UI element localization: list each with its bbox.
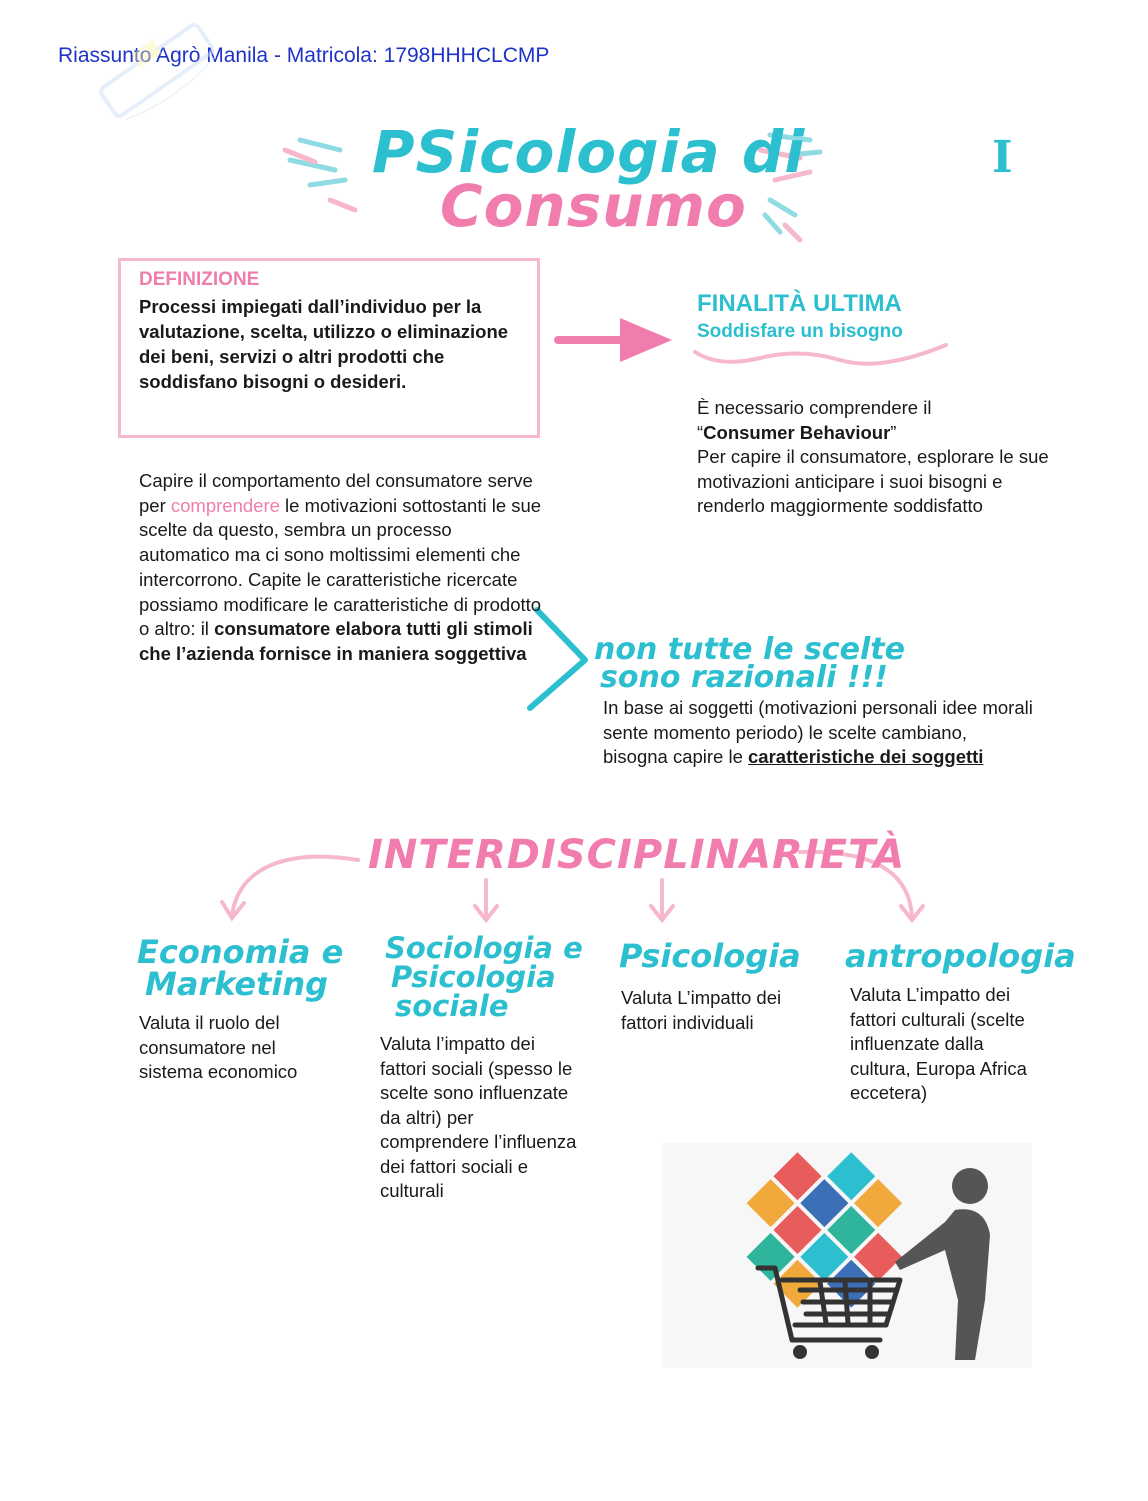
discipline-text-psicologia: Valuta L’impatto dei fattori individuali <box>621 987 782 1033</box>
discipline-title-line: Economia e <box>137 933 344 971</box>
discipline-title-line: Psicologia <box>391 960 556 994</box>
document-header: Riassunto Agrò Manila - Matricola: 1798HHHCLCMP <box>58 44 550 67</box>
scelte-underlined: caratteristiche dei soggetti <box>748 746 984 767</box>
discipline-title-line: sociale <box>395 989 509 1023</box>
comportamento-text-2: le motivazioni sottostanti le sue scelte da questo, sembra un processo automatico ma ci sono moltissimi elementi che intercorrono. Capite le caratteristiche ricercate possiamo modificare le caratteristiche di prodotto o altro: il <box>139 494 542 640</box>
finalita-title: FINALITÀ ULTIMA <box>697 290 902 317</box>
page-title-line1: PSicologia di <box>372 118 806 186</box>
discipline-text-economia: Valuta il ruolo del consumatore nel sistema economico <box>139 1012 298 1082</box>
scelte-heading-line1: non tutte le scelte <box>594 632 905 667</box>
comportamento-bold: consumatore elabora tutti gli stimoli che l’azienda fornisce in maniera soggettiva <box>139 618 533 664</box>
discipline-title-line: Sociologia e <box>385 931 583 965</box>
discipline-title-psicologia: Psicologia <box>619 937 801 975</box>
page-number: I <box>992 132 1013 183</box>
definition-label: DEFINIZIONE <box>139 269 260 290</box>
scelte-text: In base ai soggetti (motivazioni personali idee morali sente momento periodo) le scelte cambiano, bisogna capire le <box>603 697 1033 767</box>
interdisciplinarieta-title: INTERDISCIPLINARIETÀ <box>368 832 906 878</box>
necessary-rest: Per capire il consumatore, esplorare le sue motivazioni anticipare i suoi bisogni e renderlo maggiormente soddisfatto <box>697 446 1049 516</box>
page-title-line2: Consumo <box>440 172 747 240</box>
discipline-text-antropologia: Valuta L’impatto dei fattori culturali (scelte influenzate dalla cultura, Europa Africa eccetera) <box>850 984 1027 1103</box>
close-quote: ” <box>890 421 897 443</box>
discipline-title-antropologia: antropologia <box>845 937 1076 975</box>
finalita-subtitle: Soddisfare un bisogno <box>697 321 903 342</box>
scelte-heading-line2: sono razionali !!! <box>600 660 888 695</box>
definition-text: Processi impiegati dall’individuo per la valutazione, scelta, utilizzo o eliminazione dei beni, servizi o altri prodotti che soddisfano bisogni o desideri. <box>139 296 509 392</box>
necessary-prefix: È necessario comprendere il <box>697 397 932 418</box>
consumer-behaviour-term: Consumer Behaviour <box>703 421 891 443</box>
comportamento-text-1: Capire il comportamento del consumatore serve per <box>139 470 533 516</box>
comportamento-highlight: comprendere <box>170 494 280 516</box>
discipline-text-sociologia: Valuta l’impatto dei fattori sociali (spesso le scelte sono influenzate da altri) per comprendere l’influenza dei fattori sociali e culturali <box>380 1033 577 1201</box>
discipline-title-line: Marketing <box>145 965 329 1003</box>
open-quote: “ <box>697 421 704 443</box>
